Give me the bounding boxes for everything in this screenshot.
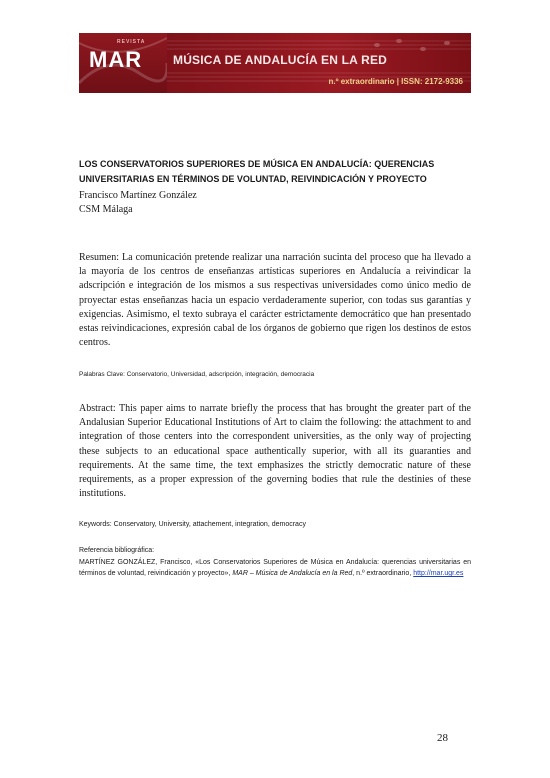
banner-issue: n.º extraordinario | ISSN: 2172-9336 [328, 77, 463, 86]
page-number: 28 [437, 732, 448, 744]
abstract-paragraph: Abstract: This paper aims to narrate briefly the process that has brought the greater part of the Andalusian Superior Educational Institutions of Art to claim the following: the attachment to and integration of those centers into the correspondent universities, as the only way of projecting these subjects to an educational space authentically superior, with all its guaranties and requirements. At the same time, the text emphasizes the strictly democratic nature of these requirements, as a proper expression of the governing bodies that rule the destinies of these institutions. [79, 403, 471, 500]
banner-revista-label: REVISTA [117, 39, 146, 45]
article-title-line-2: UNIVERSITARIAS EN TÉRMINOS DE VOLUNTAD, REIVINDICACIÓN Y PROYECTO [79, 174, 427, 184]
reference-link[interactable]: http://mar.ugr.es [413, 570, 464, 577]
banner-logo-block [79, 33, 167, 93]
reference-issue: , n.º extraordinario, [352, 570, 414, 577]
reference-journal: MAR – Música de Andalucía en la Red [232, 570, 353, 577]
reference-text: MARTÍNEZ GONZÁLEZ, Francisco, «Los Conservatorios Superiores de Música en Andalucía: querencias universitarias en términos de voluntad, reivindicación y proyecto», [79, 559, 471, 577]
keywords: Keywords: Conservatory, University, attachement, integration, democracy [79, 521, 306, 528]
article-title-line-1: LOS CONSERVATORIOS SUPERIORES DE MÚSICA EN ANDALUCÍA: QUERENCIAS [79, 159, 435, 169]
palabras-clave: Palabras Clave: Conservatorio, Universidad, adscripción, integración, democracia [79, 371, 315, 378]
author-affiliation: CSM Málaga [79, 204, 133, 215]
author-name: Francisco Martínez González [79, 190, 197, 201]
article-title [79, 157, 479, 187]
reference-heading: Referencia bibliográfica: [79, 547, 155, 554]
banner-logo: MAR [89, 47, 143, 72]
reference-body [79, 557, 471, 579]
journal-banner [79, 33, 471, 93]
resumen-paragraph: Resumen: La comunicación pretende realizar una narración sucinta del proceso que ha llevado a la mayoría de los centros de enseñanzas artísticas superiores en Andalucía a reivindicar la adscripción e integración de los mismos a sus respectivas universidades como único medio de proyectar estas enseñanzas hacia un espacio verdaderamente superior, con todas sus garantías y exigencias. Asimismo, el texto subraya el carácter estrictamente democrático que han presentado estas reivindicaciones, expresión cabal de los órganos de gobierno que rigen los destinos de estos centros. [79, 252, 471, 349]
banner-title: MÚSICA DE ANDALUCÍA EN LA RED [173, 53, 388, 67]
banner-title-block [167, 33, 471, 93]
